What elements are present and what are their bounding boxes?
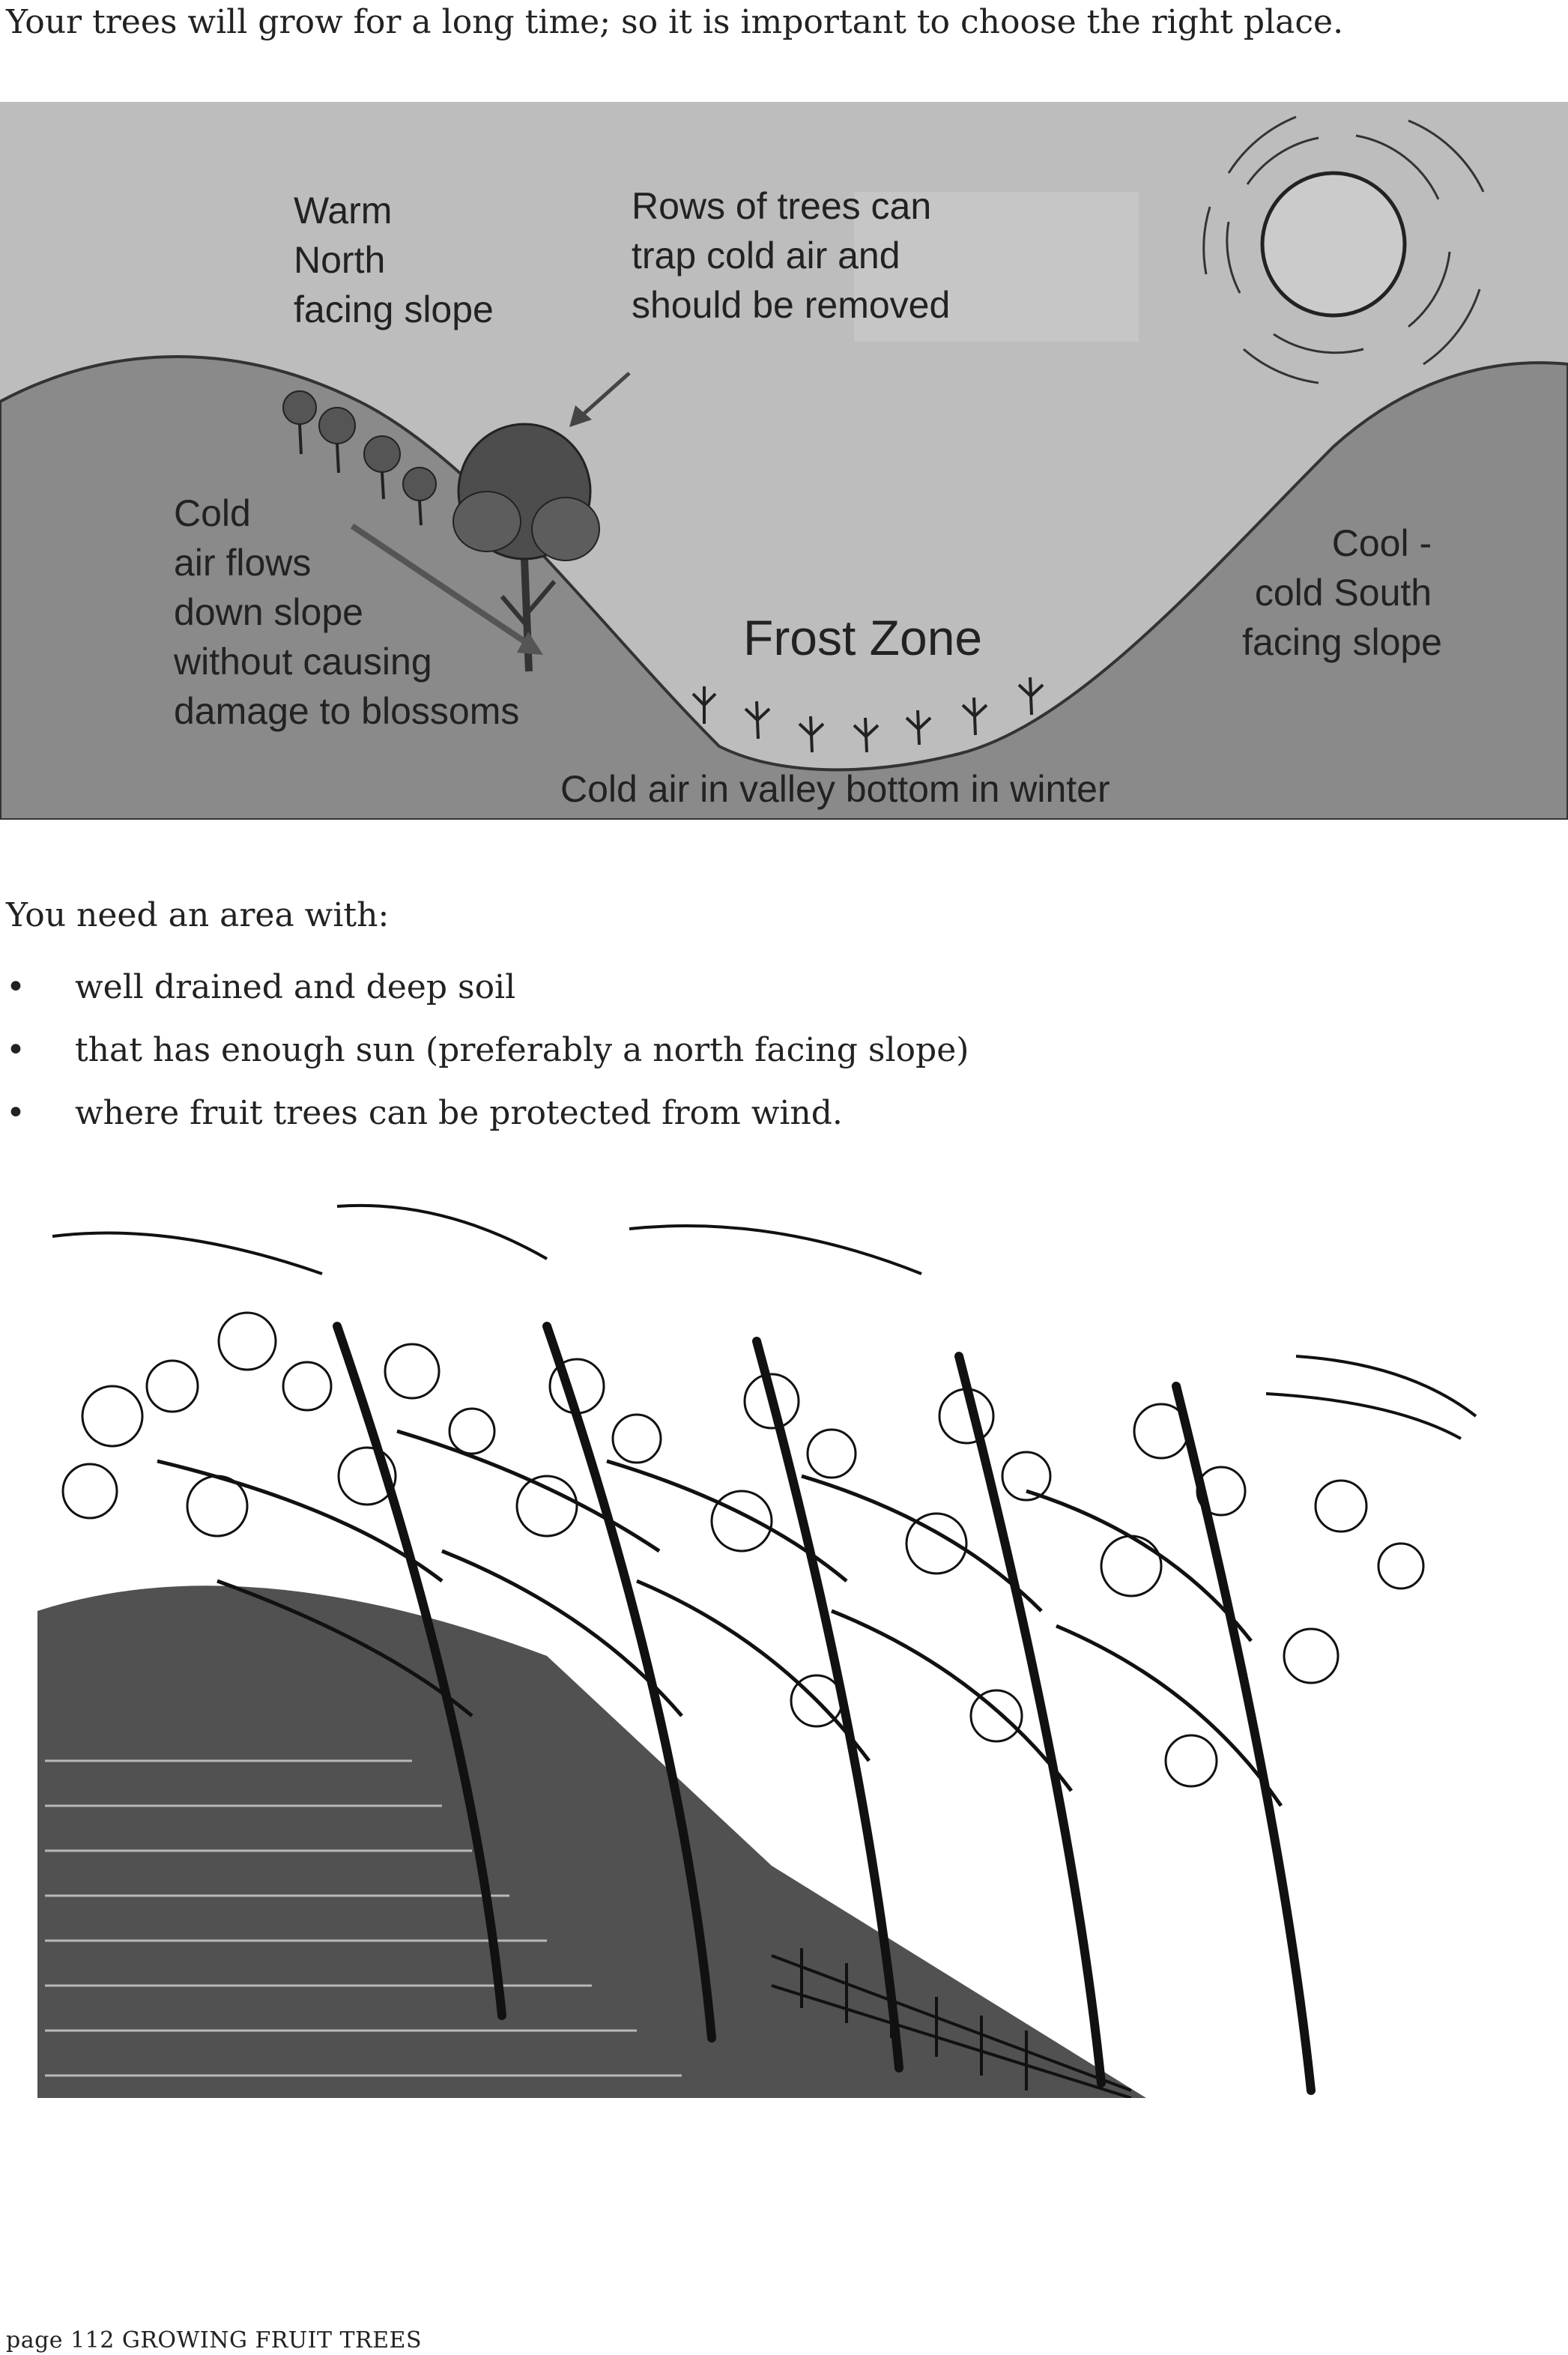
frost-zone-label: Frost Zone <box>743 610 983 665</box>
windblown-trees-illustration <box>22 1191 1491 2098</box>
list-item: • where fruit trees can be protected from wind. <box>6 1082 969 1145</box>
list-item: • well drained and deep soil <box>6 956 969 1019</box>
cold-air-label: Cold air flows down slope without causing damage to blossoms <box>174 492 520 732</box>
valley-label: Cold air in valley bottom in winter <box>560 768 1110 810</box>
cool-slope-label: Cool - cold South facing slope <box>1242 522 1442 663</box>
needs-intro: You need an area with: <box>6 896 390 934</box>
intro-text: Your trees will grow for a long time; so it is important to choose the right place. <box>6 3 1344 41</box>
list-item: • that has enough sun (preferably a north facing slope) <box>6 1019 969 1082</box>
bullet-icon: • <box>6 1094 25 1132</box>
needs-list <box>6 956 969 1145</box>
warm-slope-label: Warm North facing slope <box>294 190 494 330</box>
bullet-icon: • <box>6 968 25 1006</box>
bullet-icon: • <box>6 1031 25 1069</box>
frost-zone-diagram <box>0 102 1568 820</box>
rows-of-trees-label: Rows of trees can trap cold air and should be removed <box>632 185 951 326</box>
page-footer: page 112 GROWING FRUIT TREES <box>6 2327 422 2354</box>
